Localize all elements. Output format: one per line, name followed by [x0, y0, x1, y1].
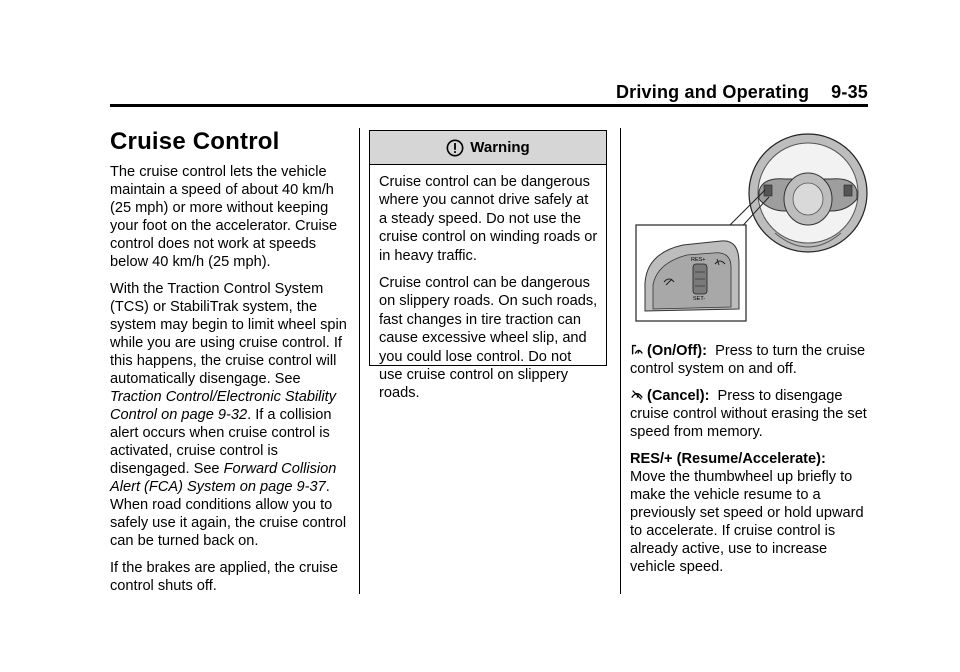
set-label: SET-	[693, 296, 706, 302]
warning-header	[370, 131, 606, 165]
warning-box	[369, 130, 607, 402]
ref-traction-control[interactable]: Traction Control/Electronic Stability Control on page 9-32	[110, 389, 337, 423]
warning-paragraph-1: Cruise control can be dangerous where you cannot drive safely at a steady speed. Do not use the cruise control on winding roads or in heavy traffic.	[379, 174, 598, 264]
brakes-paragraph: If the brakes are applied, the cruise control shuts off.	[110, 560, 338, 594]
cancel-description: (Cancel): Press to disengage cruise control without erasing the set speed from memory.	[630, 388, 867, 440]
cancel-term: (Cancel):	[647, 388, 710, 404]
res-label: RES+	[691, 257, 706, 263]
control-inset	[636, 225, 746, 321]
page-title: Cruise Control	[110, 128, 280, 155]
section-title: Driving and Operating	[615, 82, 810, 102]
steering-wheel-figure	[635, 133, 871, 329]
intro-paragraph: The cruise control lets the vehicle maintain a speed of about 40 km/h (25 mph) or more without keeping your foot on the accelerator. Cruise control does not work at speeds below 40 km/h (25 mph).	[110, 164, 338, 270]
cruise-cancel-icon	[630, 388, 644, 402]
steering-wheel	[749, 134, 867, 252]
cruise-onoff-icon	[630, 343, 644, 357]
ref-forward-collision[interactable]: Forward Collision Alert (FCA) System on page 9-37	[110, 461, 337, 495]
onoff-description: (On/Off): Press to turn the cruise control system on and off.	[630, 343, 866, 377]
column-divider-1	[359, 128, 360, 594]
resume-term: RES/+ (Resume/Accelerate):	[630, 451, 826, 467]
warning-title: Warning	[470, 139, 530, 156]
warning-icon	[446, 139, 464, 157]
column-divider-2	[620, 128, 621, 594]
steering-wheel-illustration	[635, 133, 871, 329]
resume-description: RES/+ (Resume/Accelerate): Move the thumbwheel up briefly to make the vehicle resume to a previously set speed or hold upward to accelerate. If cruise control is already active, use to increase vehicle speed.	[630, 451, 864, 575]
warning-paragraph-2: Cruise control can be dangerous on slippery roads. On such roads, fast changes in tire traction can cause excessive wheel slip, and you could lose control. Do not use cruise control on slippery roads.	[379, 275, 598, 402]
header-rule	[110, 104, 868, 107]
page-number: 9-35	[831, 82, 868, 102]
traction-paragraph: With the Traction Control System (TCS) or StabiliTrak system, the system may begin to limit wheel spin while you are using cruise control. If this happens, the cruise control will automatically disengage. See Traction Control/Electronic Stability Control on page 9-32. If a collision alert occurs when cruise control is activated, cruise control is disengaged. See Forward Collision Alert (FCA) System on page 9-37. When road conditions allow you to safely use it again, the cruise control can be turned back on.	[110, 281, 347, 549]
column-right	[630, 342, 870, 585]
onoff-term: (On/Off):	[647, 343, 707, 359]
column-left	[110, 127, 350, 604]
